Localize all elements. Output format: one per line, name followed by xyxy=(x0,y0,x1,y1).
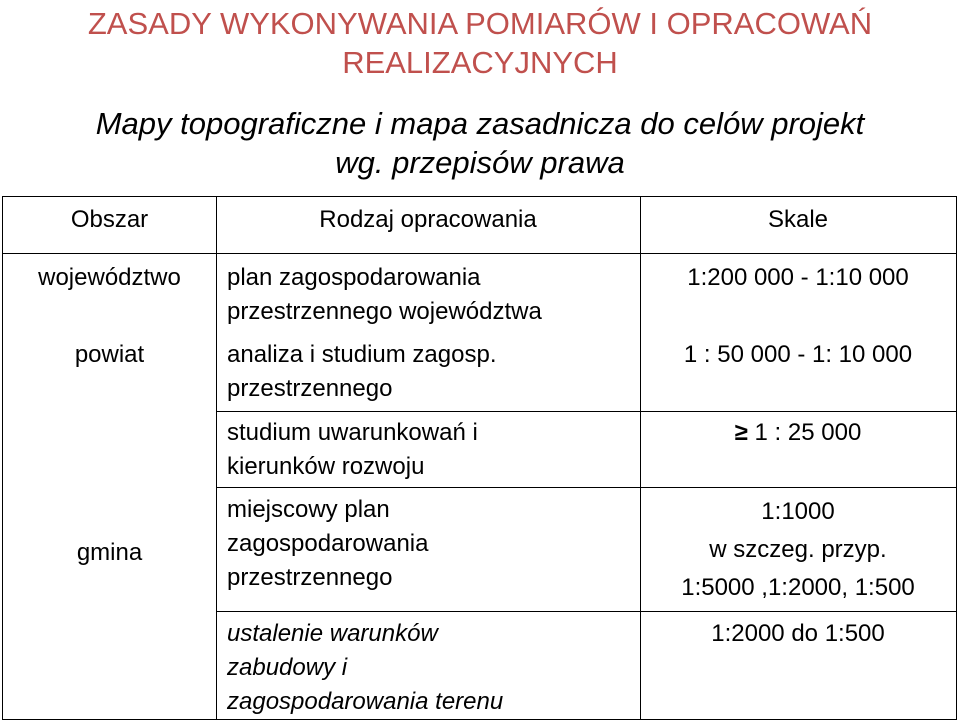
title-line-2: REALIZACYJNYCH xyxy=(342,45,618,80)
scale-cell xyxy=(640,416,956,450)
scale-cell xyxy=(640,493,956,607)
type-cell xyxy=(227,416,478,484)
row-divider xyxy=(216,611,956,612)
scale-cell: 1:2000 do 1:500 xyxy=(711,620,885,647)
subtitle-line-1: Mapy topograficzne i mapa zasadnicza do celów projekt xyxy=(95,106,865,141)
type-cell xyxy=(227,493,428,595)
type-line: ustalenie warunków xyxy=(227,620,438,647)
type-cell xyxy=(227,617,503,719)
scale-line: w szczeg. przyp. xyxy=(709,536,887,563)
greater-equal-icon: ≥ xyxy=(734,419,748,446)
page-subtitle xyxy=(0,104,960,182)
row-divider xyxy=(216,487,956,488)
scales-table xyxy=(2,196,957,720)
type-line: plan zagospodarowania xyxy=(227,264,481,291)
header-area: Obszar xyxy=(70,206,149,233)
type-line: przestrzennego xyxy=(227,375,393,402)
scale-value: 1 : 25 000 xyxy=(754,419,862,446)
area-cell-gmina: gmina xyxy=(76,539,143,566)
area-cell: województwo xyxy=(38,264,181,291)
scale-line: 1:5000 ,1:2000, 1:500 xyxy=(681,574,915,601)
type-line: zagospodarowania xyxy=(227,530,429,557)
type-line: zagospodarowania terenu xyxy=(227,688,504,715)
scale-line: 1:1000 xyxy=(761,498,835,525)
type-line: zabudowy i xyxy=(227,654,348,681)
scale-cell: 1:200 000 - 1:10 000 xyxy=(687,264,909,291)
type-line: miejscowy plan xyxy=(227,496,390,523)
type-line: analiza i studium zagosp. xyxy=(227,341,497,368)
page-title xyxy=(0,4,960,82)
header-type: Rodzaj opracowania xyxy=(319,206,537,233)
type-line: studium uwarunkowań i xyxy=(227,419,478,446)
type-cell xyxy=(227,261,542,329)
header-divider xyxy=(3,253,956,254)
type-line: kierunków rozwoju xyxy=(227,453,425,480)
row-divider xyxy=(216,411,956,412)
area-cell: powiat xyxy=(74,341,145,368)
scale-cell: 1 : 50 000 - 1: 10 000 xyxy=(683,341,913,368)
type-line: przestrzennego xyxy=(227,564,393,591)
type-cell xyxy=(227,338,496,406)
header-scales: Skale xyxy=(767,206,829,233)
title-line-1: ZASADY WYKONYWANIA POMIARÓW I OPRACOWAŃ xyxy=(87,6,873,41)
column-divider xyxy=(216,197,217,719)
subtitle-line-2: wg. przepisów prawa xyxy=(335,145,625,180)
type-line: przestrzennego województwa xyxy=(227,298,542,325)
